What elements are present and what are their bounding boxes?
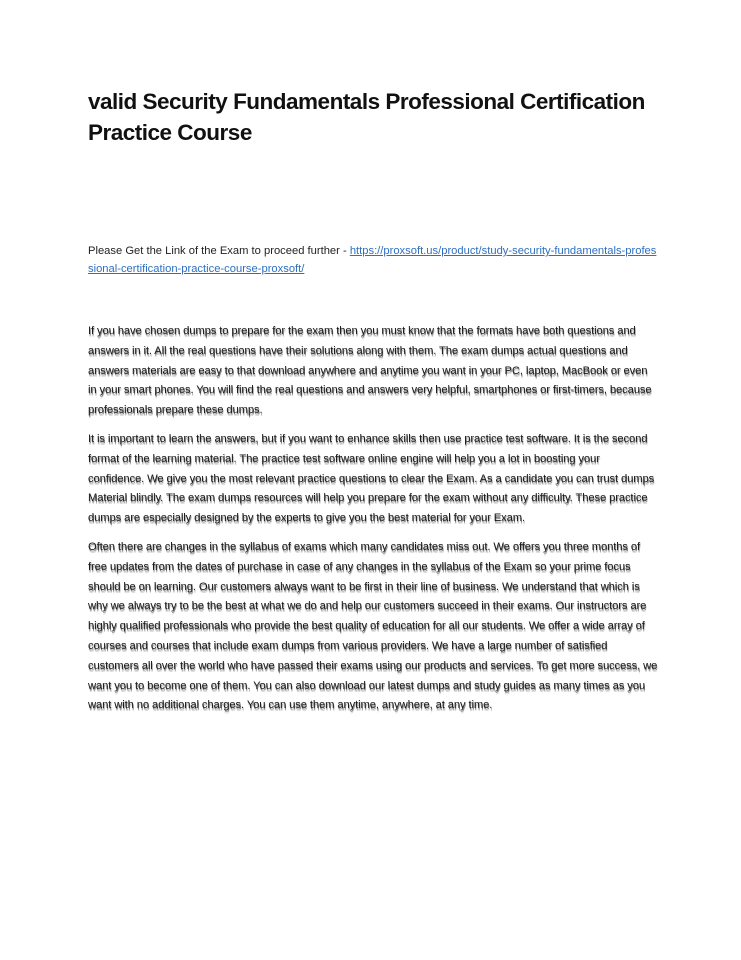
- paragraph-dumps-formats: If you have chosen dumps to prepare for the exam then you must know that the formats have both questions and answers in it. All the real questions have their solutions along with them. The exam dumps actual questions and answers materials are easy to that download anywhere and anytime you want in your PC, laptop, MacBook or even in your smart phones. You will find the real questions and answers very helpful, smartphones or first-timers, because professionals prepare these dumps.: [88, 325, 652, 417]
- paragraph-free-updates: Often there are changes in the syllabus of exams which many candidates miss out. We offers you three months of free updates from the dates of purchase in case of any changes in the syllabus of the Exam so your prime focus should be on learning. Our customers always want to be first in their line of business. We understand that which is why we always try to be the best at what we do and help our customers succeed in their exams. Our instructors are highly qualified professionals who provide the best quality of education for all our students. We offer a wide array of courses and courses that include exam dumps from various providers. We have a large number of satisfied customers all over the world who have passed their exams using our products and services. To get more success, we want you to become one of them. You can also download our latest dumps and study guides as many times as you want with no additional charges. You can use them anytime, anywhere, at any time.: [88, 540, 658, 712]
- exam-link[interactable]: https://proxsoft.us/product/study-security-fundamentals-professional-certification-practice-course-proxsoft/: [88, 245, 657, 275]
- exam-link-paragraph: [88, 242, 658, 278]
- intro-text: Please Get the Link of the Exam to proceed further -: [88, 245, 350, 257]
- paragraph-practice-software: It is important to learn the answers, but if you want to enhance skills then use practice test software. It is the second format of the learning material. The practice test software online engine will help you a lot in boosting your confidence. We give you the most relevant practice questions to clear the Exam. As a candidate you can trust dumps Material blindly. The exam dumps resources will help you prepare for the exam without any difficulty. These practice dumps are especially designed by the experts to give you the best material for your Exam.: [88, 432, 655, 525]
- document-title: valid Security Fundamentals Professional Certification Practice Course: [88, 89, 645, 145]
- document-page: [88, 86, 658, 725]
- document-body: [88, 322, 658, 716]
